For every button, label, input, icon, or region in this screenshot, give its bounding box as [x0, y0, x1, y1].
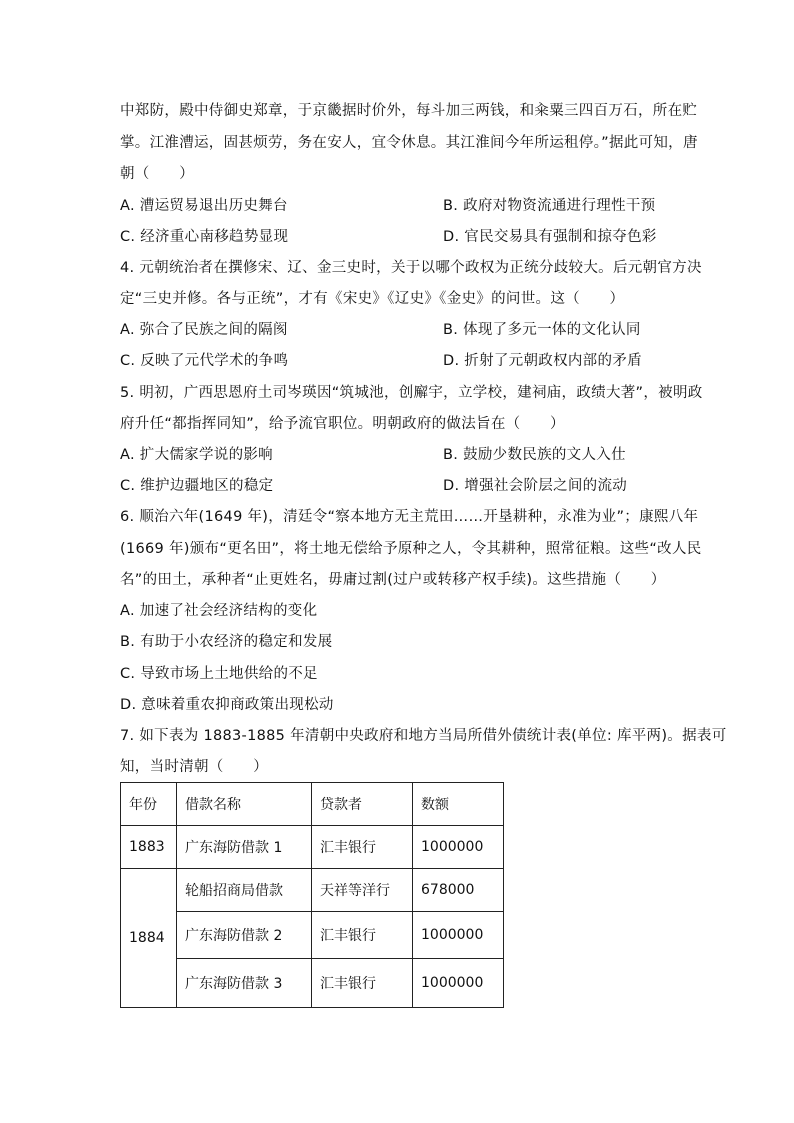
q6-option-c[interactable]: C. 导致市场上土地供给的不足	[120, 666, 318, 682]
amount-cell: 1000000	[413, 912, 504, 959]
header-loan-name: 借款名称	[177, 783, 312, 826]
q3-line-2: 掌。江淮漕运，固甚烦劳，务在安人，宜令休息。其江淮间今年所运租停。”据此可知，唐	[120, 135, 698, 151]
table-row	[121, 912, 504, 959]
year-cell: 1884	[121, 869, 177, 1008]
q5-option-a[interactable]: A. 扩大儒家学说的影响	[120, 447, 273, 463]
amount-cell: 1000000	[413, 959, 504, 1008]
q7-line-2: 知，当时清朝（ ）	[120, 759, 268, 775]
q3-line-1: 中郑防，殿中侍御史郑章，于京畿据时价外，每斗加三两钱，和籴粟三四百万石，所在贮	[120, 103, 698, 119]
q5-option-d[interactable]: D. 增强社会阶层之间的流动	[443, 478, 628, 494]
q5-line-2: 府升任“都指挥同知”，给予流官职位。明朝政府的做法旨在（ ）	[120, 416, 565, 432]
q6-line-2: (1669 年)颁布“更名田”，将土地无偿给予原种之人，令其耕种，照常征粮。这些“改人民	[120, 541, 702, 557]
q3-line-3: 朝（ ）	[120, 166, 194, 182]
q3-option-c[interactable]: C. 经济重心南移趋势显现	[120, 229, 289, 245]
loan-name-cell: 广东海防借款 2	[177, 912, 312, 959]
loan-name-cell: 轮船招商局借款	[177, 869, 312, 912]
q5-option-c[interactable]: C. 维护边疆地区的稳定	[120, 478, 274, 494]
header-amount: 数额	[413, 783, 504, 826]
lender-cell: 汇丰银行	[312, 826, 413, 869]
q6-option-d[interactable]: D. 意味着重农抑商政策出现松动	[120, 697, 334, 713]
q5-line-1: 5. 明初，广西思恩府土司岑瑛因“筑城池，创廨宇，立学校，建祠庙，政绩大著”，被明政	[120, 385, 703, 401]
amount-cell: 678000	[413, 869, 504, 912]
table-row	[121, 959, 504, 1008]
q3-option-d[interactable]: D. 官民交易具有强制和掠夺色彩	[443, 229, 657, 245]
q4-option-d[interactable]: D. 折射了元朝政权内部的矛盾	[443, 353, 642, 369]
lender-cell: 汇丰银行	[312, 912, 413, 959]
q4-line-2: 定“三史并修。各与正统”，才有《宋史》《辽史》《金史》的问世。这（ ）	[120, 291, 625, 307]
q6-line-1: 6. 顺治六年(1649 年)，清廷令“察本地方无主荒田……开垦耕种，永准为业”；康熙八年	[120, 509, 699, 525]
loan-name-cell: 广东海防借款 3	[177, 959, 312, 1008]
loan-name-cell: 广东海防借款 1	[177, 826, 312, 869]
q6-option-a[interactable]: A. 加速了社会经济结构的变化	[120, 603, 318, 619]
header-lender: 贷款者	[312, 783, 413, 826]
q6-option-b[interactable]: B. 有助于小农经济的稳定和发展	[120, 634, 333, 650]
amount-cell: 1000000	[413, 826, 504, 869]
lender-cell: 天祥等洋行	[312, 869, 413, 912]
table-header-row	[121, 783, 504, 826]
table-row	[121, 826, 504, 869]
header-year: 年份	[121, 783, 177, 826]
q4-option-a[interactable]: A. 弥合了民族之间的隔阂	[120, 322, 288, 338]
q5-option-b[interactable]: B. 鼓励少数民族的文人入仕	[443, 447, 626, 463]
q6-line-3: 名”的田土，承种者“止更姓名，毋庸过割(过户或转移产权手续)。这些措施（ ）	[120, 572, 666, 588]
q3-option-a[interactable]: A. 漕运贸易退出历史舞台	[120, 198, 288, 214]
q4-option-c[interactable]: C. 反映了元代学术的争鸣	[120, 353, 289, 369]
foreign-debt-table	[120, 782, 504, 1008]
q4-option-b[interactable]: B. 体现了多元一体的文化认同	[443, 322, 641, 338]
lender-cell: 汇丰银行	[312, 959, 413, 1008]
year-cell: 1883	[121, 826, 177, 869]
q3-option-b[interactable]: B. 政府对物资流通进行理性干预	[443, 198, 656, 214]
q7-line-1: 7. 如下表为 1883-1885 年清朝中央政府和地方当局所借外债统计表(单位: 库平两)。据表可	[120, 728, 727, 744]
q4-line-1: 4. 元朝统治者在撰修宋、辽、金三史时，关于以哪个政权为正统分歧较大。后元朝官方决	[120, 260, 702, 276]
table-row	[121, 869, 504, 912]
